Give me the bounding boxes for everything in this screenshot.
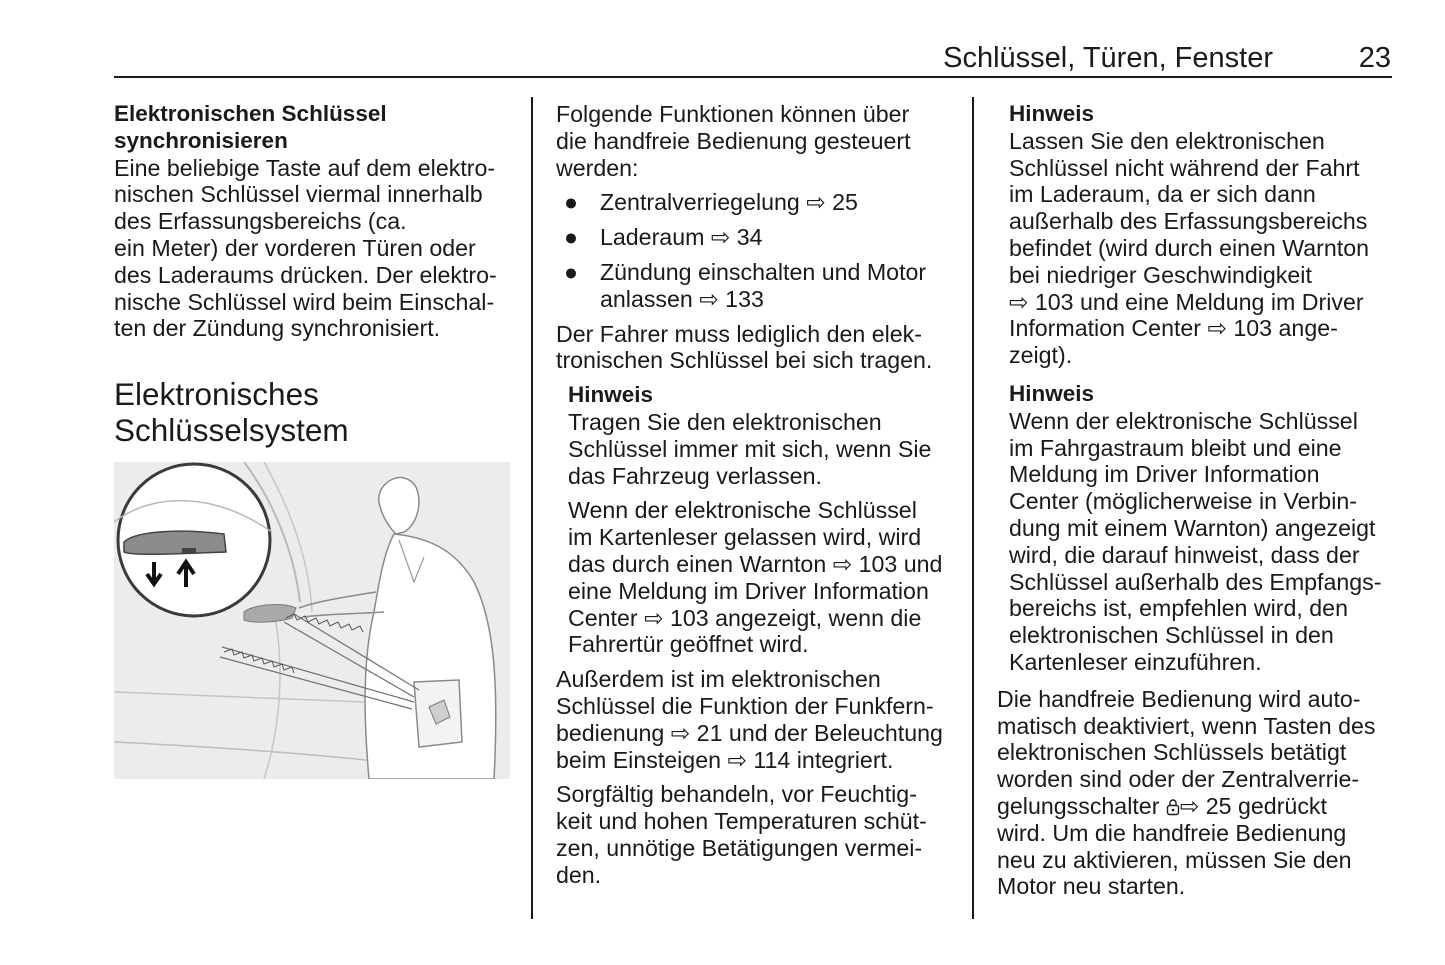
section-subheading: Elektronischen Schlüssel synchronisieren: [114, 101, 387, 153]
note-title: Hinweis: [1009, 101, 1095, 126]
note-text: Lassen Sie den elektronischen Schlüssel nicht während der Fahrt im Laderaum, da er sich dann außerhalb des Erfassungsbereichs befindet (wird durch einen Warnton bei niedriger Geschwindigkeit ⇨ 103 und eine Meldung im Driver Information Center ⇨ 103 ange- zeigt).: [1009, 127, 1370, 369]
note-box: [556, 382, 956, 658]
note-box: [997, 101, 1397, 369]
bullet-icon: ●: [564, 258, 579, 285]
arrow-reference-icon: ⇨: [699, 285, 719, 312]
bullet-icon: ●: [564, 189, 579, 216]
page-number: 23: [1358, 42, 1391, 74]
note-text: Tragen Sie den elektronischen Schlüssel immer mit sich, wenn Sie das Fahrzeug verlassen.: [568, 408, 932, 489]
list-item: ● Laderaum ⇨ 34: [564, 224, 763, 251]
remote-paragraph: Außerdem ist im elektronischen Schlüssel die Funktion der Funkfern- bedienung ⇨ 21 und der Beleuchtung beim Einsteigen ⇨ 114 integriert.: [556, 666, 943, 773]
deactivation-paragraph: Die handfreie Bedienung wird auto- matisch deaktiviert, wenn Tasten des elektronischen Schlüssels betätigt worden sind oder der Zentralverrie- gelungsschalter ⇨ 25 gedrückt wird. Um die handfreie Bedienung neu zu aktivieren, müssen Sie den Motor neu starten.: [997, 685, 1376, 900]
driver-paragraph: Der Fahrer muss lediglich den elek- tronischen Schlüssel bei sich tragen.: [556, 320, 933, 374]
functions-intro: Folgende Funktionen können über die handfreie Bedienung gesteuert werden:: [556, 101, 911, 181]
header-rule: [114, 76, 1392, 78]
lock-icon: [1166, 798, 1180, 816]
bullet-icon: ●: [564, 224, 579, 251]
list-item: ● Zündung einschalten und Motor anlassen ⇨ 133: [564, 258, 927, 312]
arrow-reference-icon: ⇨: [727, 746, 747, 773]
note-text: Wenn der elektronische Schlüssel im Kartenleser gelassen wird, wird das durch einen Warnton ⇨ 103 und eine Meldung im Driver Information Center ⇨ 103 angezeigt, wenn die Fahrertür geöffnet wird.: [568, 497, 943, 658]
arrow-reference-icon: ⇨: [670, 719, 691, 746]
arrow-reference-icon: ⇨: [832, 550, 853, 577]
column-1: [114, 101, 514, 342]
arrow-reference-icon: ⇨: [1179, 792, 1200, 819]
chapter-title: Schlüssel, Türen, Fenster: [943, 42, 1273, 74]
column-3: [997, 101, 1397, 900]
column-divider-1: [531, 97, 533, 919]
section-heading: Elektronisches Schlüsselsystem: [114, 376, 349, 448]
arrow-reference-icon: ⇨: [1009, 288, 1029, 315]
note-title: Hinweis: [1009, 380, 1095, 406]
sync-paragraph: Eine beliebige Taste auf dem elektro- nischen Schlüssel viermal innerhalb des Erfassungsbereichs (ca. ein Meter) der vorderen Türen oder des Laderaums drücken. Der elektro- nische Schlüssel wird beim Einschal- ten der Zündung synchronisiert.: [114, 154, 497, 342]
column-2: [556, 101, 956, 889]
column-divider-2: [972, 97, 974, 919]
arrow-reference-icon: ⇨: [644, 604, 664, 631]
arrow-reference-icon: ⇨: [1207, 315, 1227, 342]
note-box: [997, 381, 1397, 676]
function-list: [556, 189, 956, 312]
arrow-reference-icon: ⇨: [806, 189, 826, 216]
list-item: ● Zentralverriegelung ⇨ 25: [564, 189, 858, 216]
care-paragraph: Sorgfältig behandeln, vor Feuchtig- keit und hohen Temperaturen schüt- zen, unnötige Betätigungen vermei- den.: [556, 781, 927, 888]
keyless-system-illustration: [114, 462, 510, 779]
note-title: Hinweis: [568, 382, 654, 408]
note-text: Wenn der elektronische Schlüssel im Fahrgastraum bleibt und eine Meldung im Driver Information Center (möglicherweise in Verbin- dung mit einem Warnton) angezeigt wird, die darauf hinweist, dass der Schlüssel außerhalb des Empfangs- bereichs ist, empfehlen wird, den elektronischen Schlüssel in den Kartenleser einzuführen.: [1009, 407, 1382, 675]
arrow-reference-icon: ⇨: [710, 224, 731, 251]
